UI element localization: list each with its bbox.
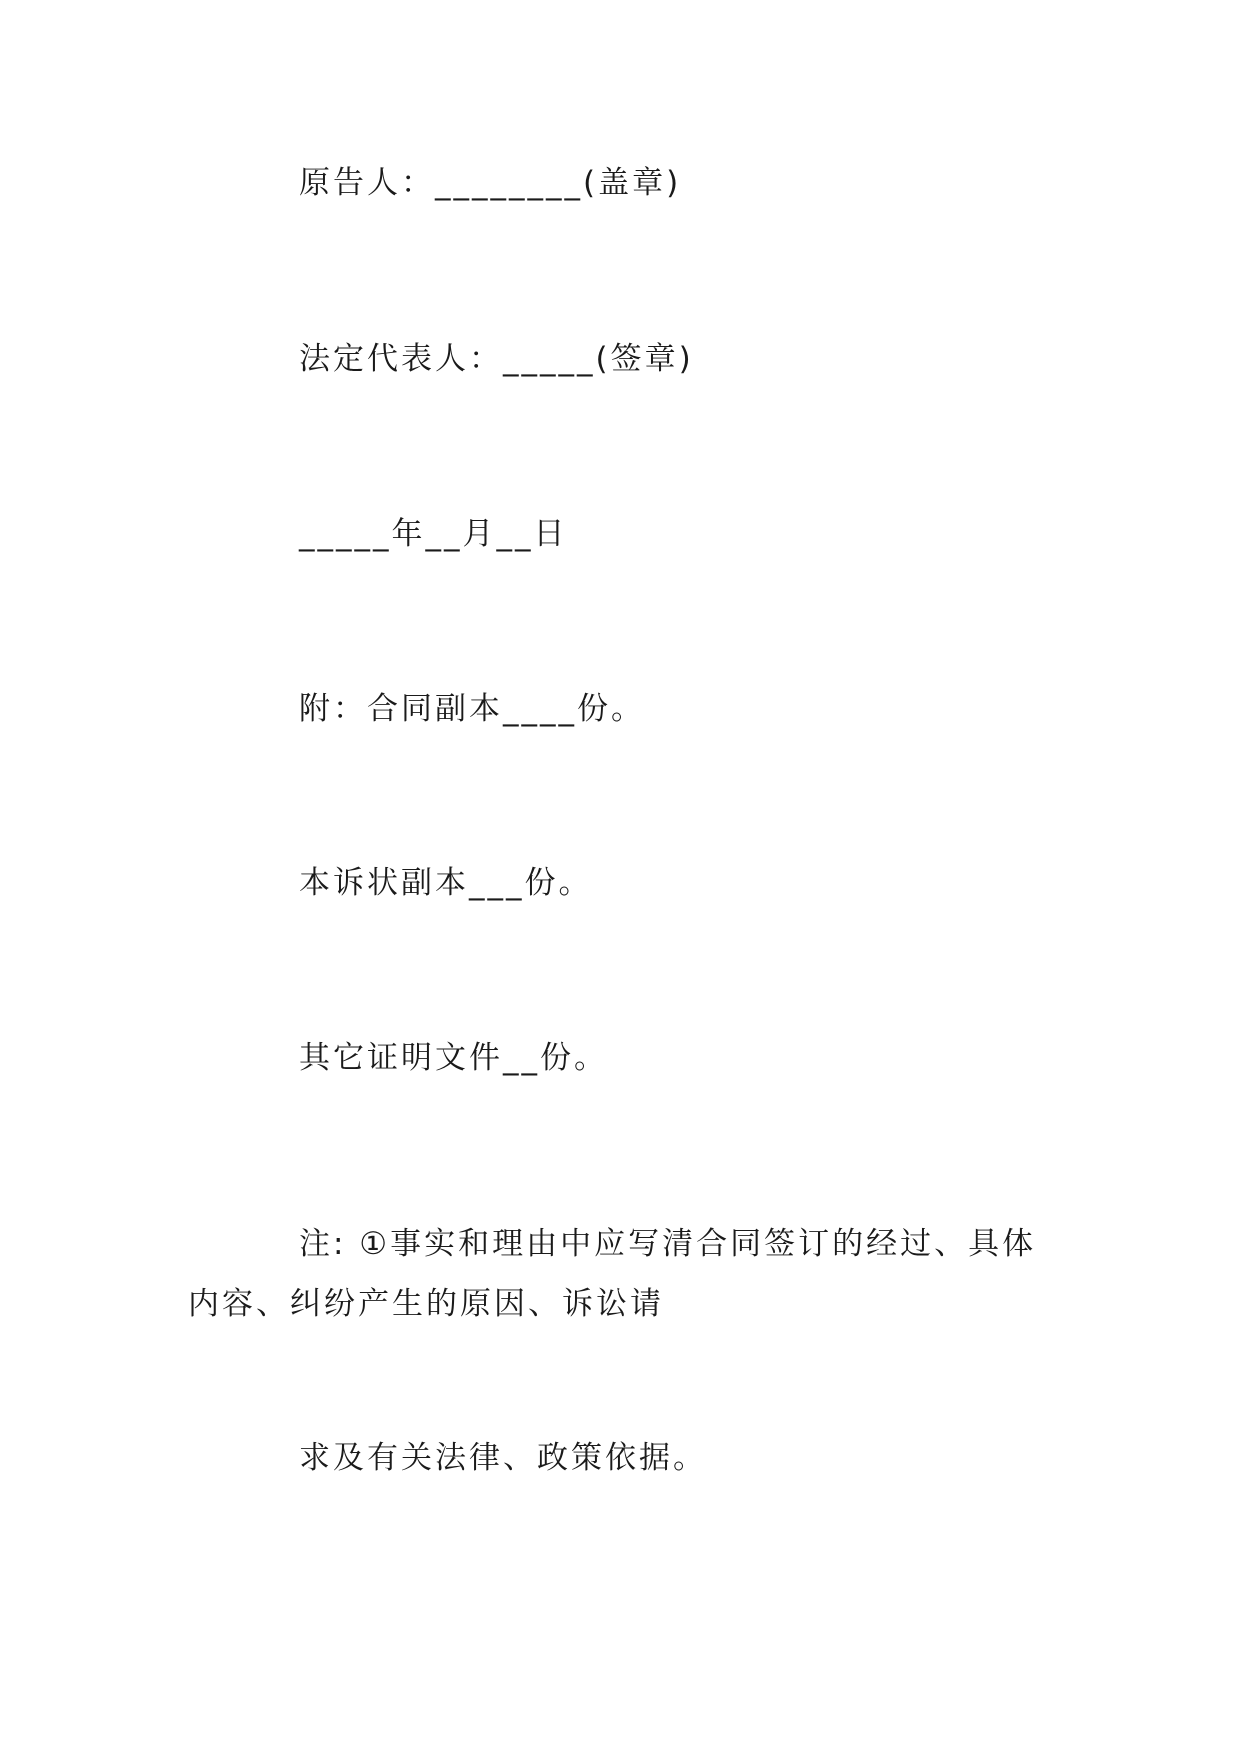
plaintiff-signature-line: 原告人：________(盖章) [299, 165, 682, 201]
legal-representative-signature-line: 法定代表人：_____(签章) [299, 341, 694, 377]
note-paragraph: 注: ①事实和理由中应写清合同签订的经过、具体内容、纠纷产生的原因、诉讼请 [188, 1226, 1037, 1322]
attachment-complaint-copies: 本诉状副本___份。 [299, 865, 593, 901]
attachment-other-documents: 其它证明文件__份。 [299, 1040, 608, 1076]
date-line: _____年__月__日 [299, 516, 568, 552]
note-paragraph-continuation: 求及有关法律、政策依据。 [299, 1440, 707, 1476]
attachment-contract-copies: 附：合同副本____份。 [299, 691, 645, 727]
